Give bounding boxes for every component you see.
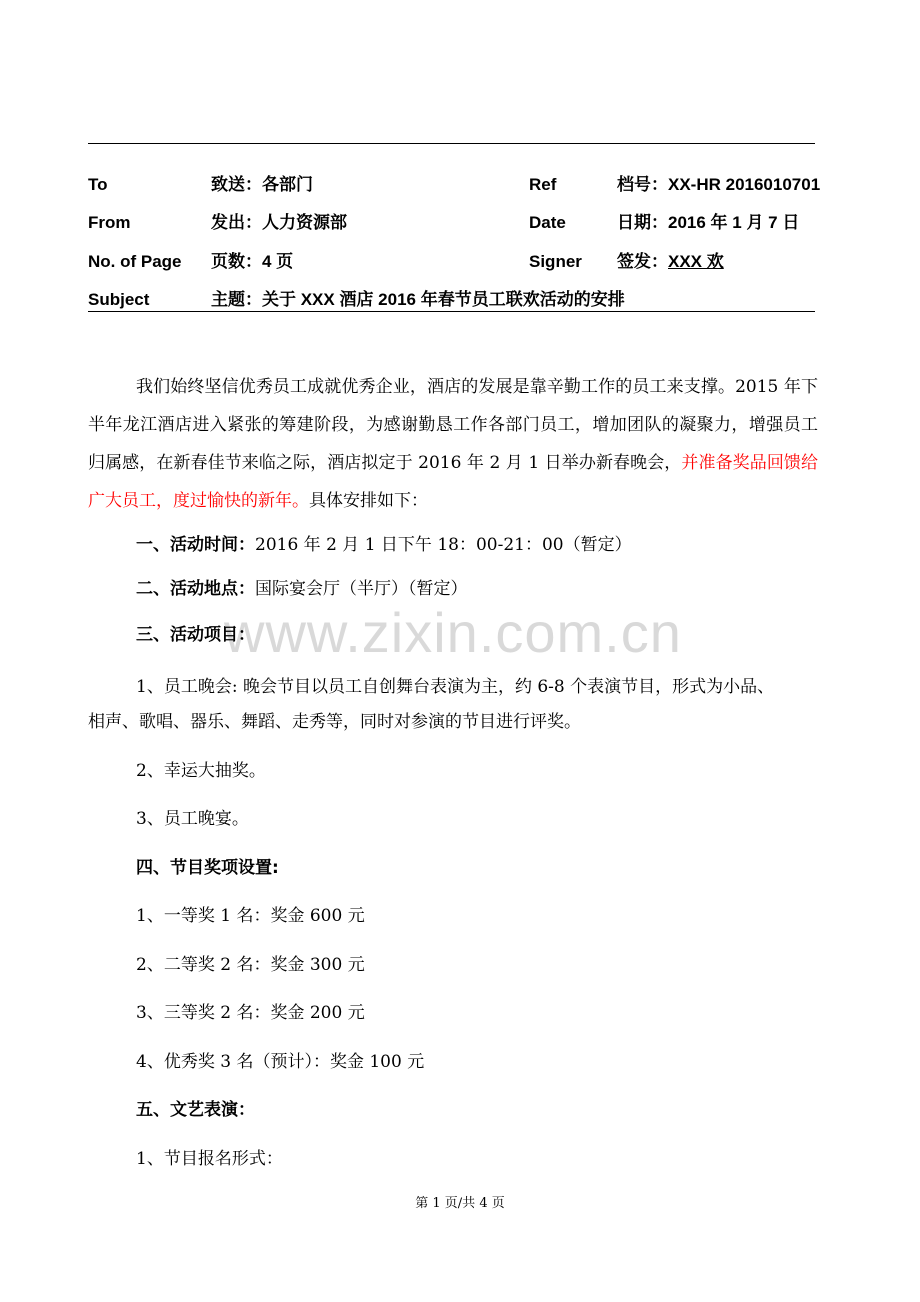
intro-paragraph xyxy=(88,368,818,520)
place-heading: 二、活动地点： xyxy=(136,579,255,599)
item3: 3、员工晚宴。 xyxy=(136,809,249,829)
signer-value xyxy=(617,252,724,272)
page-footer: 第 1 页/共 4 页 xyxy=(415,1196,505,1211)
perf-item1: 1、节目报名形式： xyxy=(136,1149,283,1169)
intro-tail: 具体安排如下： xyxy=(309,491,428,511)
award1: 1、一等奖 1 名：奖金 600 元 xyxy=(136,906,365,926)
pages-label: No. of Page xyxy=(88,252,182,271)
date-value: 日期：2016 年 1 月 7 日 xyxy=(617,213,800,232)
intro-highlight: 并准备奖品回馈给广大员工，度过愉快的新年。 xyxy=(88,453,819,511)
header-top-rule xyxy=(88,143,815,144)
signer-name: XXX 欢 xyxy=(668,252,724,271)
signer-prefix: 签发： xyxy=(617,252,668,271)
time-value: 2016 年 2 月 1 日下午 18：00-21：00（暂定） xyxy=(255,535,632,555)
item1-line1: 1、员工晚会: 晚会节目以员工自创舞台表演为主，约 6-8 个表演节目，形式为小品、 xyxy=(136,677,775,697)
intro-text: 我们始终坚信优秀员工成就优秀企业，酒店的发展是靠辛勤工作的员工来支撑。2015 年下半年龙江酒店进入紧张的筹建阶段，为感谢勤恳工作各部门员工，增加团队的凝聚力，增强员工归属感，在新春佳节来临之际，酒店拟定于 2016 年 2 月 1 日举办新春晚会， xyxy=(88,377,818,473)
award2: 2、二等奖 2 名：奖金 300 元 xyxy=(136,955,365,975)
award3: 3、三等奖 2 名：奖金 200 元 xyxy=(136,1003,365,1023)
signer-label: Signer xyxy=(529,252,582,271)
ref-value: 档号：XX-HR 2016010701 xyxy=(617,175,821,194)
item1-line2: 相声、歌唱、器乐、舞蹈、走秀等，同时对参演的节目进行评奖。 xyxy=(88,712,581,732)
place-line xyxy=(136,577,468,601)
from-value: 发出：人力资源部 xyxy=(211,213,347,232)
ref-label: Ref xyxy=(529,175,557,194)
awards-heading: 四、节目奖项设置: xyxy=(136,858,279,878)
subject-value: 主题：关于 XXX 酒店 2016 年春节员工联欢活动的安排 xyxy=(211,290,625,309)
item2: 2、幸运大抽奖。 xyxy=(136,761,266,781)
place-value: 国际宴会厅（半厅）（暂定） xyxy=(255,579,468,599)
pages-value: 页数：4 页 xyxy=(211,252,294,271)
date-label: Date xyxy=(529,213,566,232)
perf-heading: 五、文艺表演： xyxy=(136,1100,255,1120)
from-label: From xyxy=(88,213,131,232)
to-value: 致送：各部门 xyxy=(211,175,313,194)
items-heading: 三、活动项目： xyxy=(136,625,255,645)
to-label: To xyxy=(88,175,108,194)
watermark: www.zixin.com.cn xyxy=(224,601,682,664)
time-line xyxy=(136,533,632,557)
time-heading: 一、活动时间： xyxy=(136,535,255,555)
subject-label: Subject xyxy=(88,290,150,309)
header-bottom-rule xyxy=(88,311,815,312)
award4: 4、优秀奖 3 名（预计）：奖金 100 元 xyxy=(136,1052,425,1072)
